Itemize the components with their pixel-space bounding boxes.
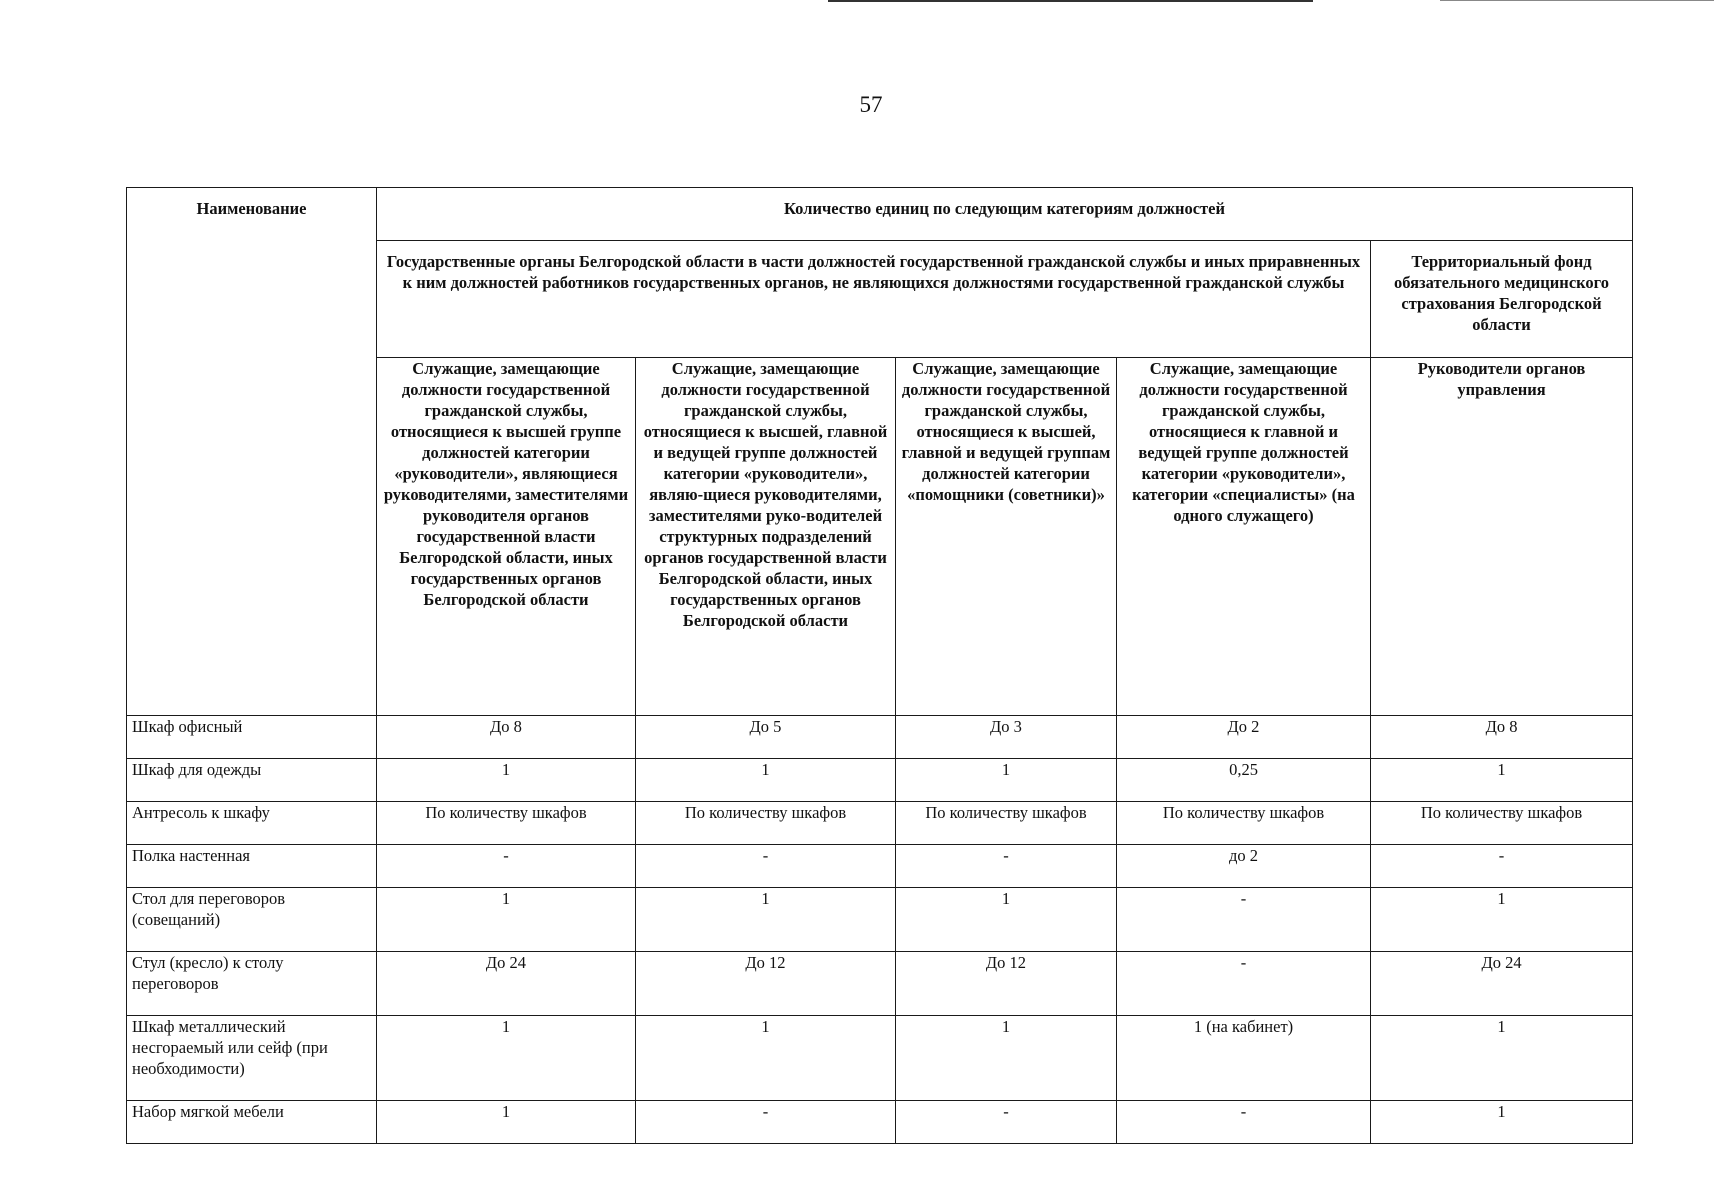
table-cell: 1	[377, 1101, 636, 1144]
category-header-4: Служащие, замещающие должности государственной гражданской службы, относящиеся к главной и ведущей группе должностей категории «руководители», категории «специалисты» (на одного служащего)	[1117, 358, 1371, 716]
header-row-top	[127, 188, 1633, 241]
table-cell: 1	[377, 759, 636, 802]
table-cell: -	[636, 845, 896, 888]
table-cell: 1	[1371, 1016, 1633, 1101]
group-header-tfoms: Территориальный фонд обязательного медицинского страхования Белгородской области	[1371, 241, 1633, 358]
row-name: Шкаф металлический несгораемый или сейф (при необходимости)	[127, 1016, 377, 1101]
table-cell: 1	[377, 888, 636, 952]
table-cell: 1	[896, 888, 1117, 952]
category-header-1: Служащие, замещающие должности государственной гражданской службы, относящиеся к высшей группе должностей категории «руководители», являющиеся руководителями, заместителями руководителя органов государственной власти Белгородской области, иных государственных органов Белгородской области	[377, 358, 636, 716]
table-row	[127, 716, 1633, 759]
table-cell: -	[896, 1101, 1117, 1144]
table-cell: До 24	[1371, 952, 1633, 1016]
table-cell: 1 (на кабинет)	[1117, 1016, 1371, 1101]
table-row	[127, 952, 1633, 1016]
table-cell: -	[1371, 845, 1633, 888]
table-cell: 1	[636, 888, 896, 952]
table-cell: 1	[1371, 888, 1633, 952]
table-cell: По количеству шкафов	[636, 802, 896, 845]
table-cell: До 2	[1117, 716, 1371, 759]
table-row	[127, 759, 1633, 802]
quantity-header: Количество единиц по следующим категориям должностей	[377, 188, 1633, 241]
table-cell: -	[1117, 1101, 1371, 1144]
category-header-3: Служащие, замещающие должности государственной гражданской службы, относящиеся к высшей, главной и ведущей группам должностей категории «помощники (советники)»	[896, 358, 1117, 716]
table-cell: До 5	[636, 716, 896, 759]
table-cell: 1	[896, 1016, 1117, 1101]
table-row	[127, 1016, 1633, 1101]
page-number: 57	[859, 92, 883, 117]
row-name: Полка настенная	[127, 845, 377, 888]
table-cell: -	[377, 845, 636, 888]
table-row	[127, 888, 1633, 952]
scan-top-rule	[828, 0, 1313, 2]
table-cell: До 12	[636, 952, 896, 1016]
scan-top-rule-right	[1440, 0, 1714, 1]
table-cell: 1	[377, 1016, 636, 1101]
table-cell: 1	[1371, 759, 1633, 802]
table-cell: -	[1117, 888, 1371, 952]
table-cell: -	[896, 845, 1117, 888]
table-cell: 1	[636, 1016, 896, 1101]
category-header-5: Руководители органов управления	[1371, 358, 1633, 716]
group-header-state-bodies: Государственные органы Белгородской области в части должностей государственной гражданской службы и иных приравненных к ним должностей работников государственных органов, не являющихся должностями государственной гражданской службы	[377, 241, 1371, 358]
table-cell: 0,25	[1117, 759, 1371, 802]
table-cell: До 8	[377, 716, 636, 759]
table-cell: По количеству шкафов	[1117, 802, 1371, 845]
row-name: Антресоль к шкафу	[127, 802, 377, 845]
row-name: Стул (кресло) к столу переговоров	[127, 952, 377, 1016]
row-name: Набор мягкой мебели	[127, 1101, 377, 1144]
table-row	[127, 845, 1633, 888]
table-cell: До 24	[377, 952, 636, 1016]
row-name: Шкаф для одежды	[127, 759, 377, 802]
row-name: Стол для переговоров (совещаний)	[127, 888, 377, 952]
table-row	[127, 802, 1633, 845]
table-cell: до 2	[1117, 845, 1371, 888]
table-cell: До 12	[896, 952, 1117, 1016]
table-cell: До 8	[1371, 716, 1633, 759]
table-cell: По количеству шкафов	[377, 802, 636, 845]
table-cell: -	[1117, 952, 1371, 1016]
category-header-2: Служащие, замещающие должности государственной гражданской службы, относящиеся к высшей, главной и ведущей группе должностей категории «руководители», являю-щиеся руководителями, заместителями руко-водителей структурных подразделений органов государственной власти Белгородской области, иных государственных органов Белгородской области	[636, 358, 896, 716]
table-cell: 1	[896, 759, 1117, 802]
row-name: Шкаф офисный	[127, 716, 377, 759]
table-cell: 1	[1371, 1101, 1633, 1144]
name-column-header: Наименование	[127, 188, 377, 716]
table-cell: По количеству шкафов	[896, 802, 1117, 845]
table-cell: -	[636, 1101, 896, 1144]
equipment-norms-table	[126, 187, 1633, 1144]
table-cell: По количеству шкафов	[1371, 802, 1633, 845]
table-cell: 1	[636, 759, 896, 802]
table-cell: До 3	[896, 716, 1117, 759]
table-row	[127, 1101, 1633, 1144]
